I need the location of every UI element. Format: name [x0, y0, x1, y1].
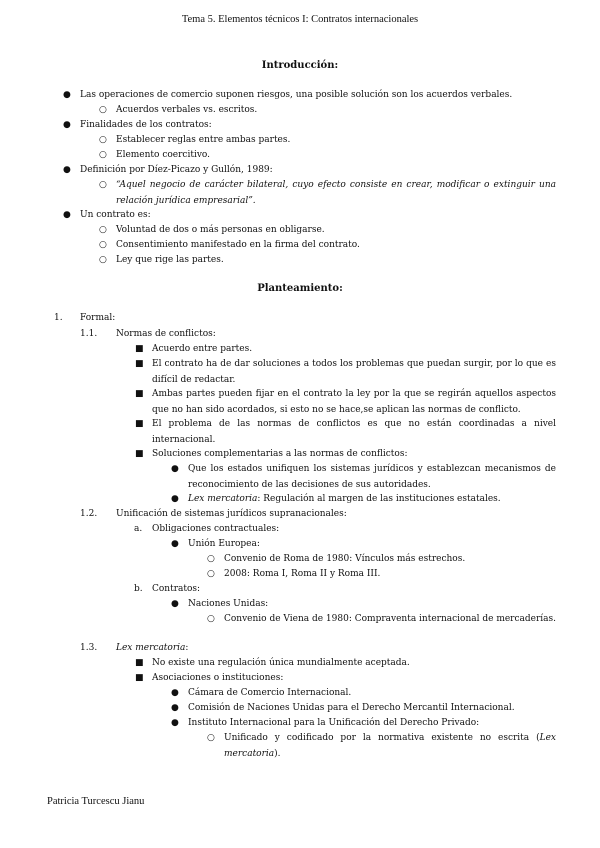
item-1-1-b: El contrato ha de dar soluciones a todos los problemas que puedan surgir, por lo que es difícil de redactar.	[152, 359, 556, 385]
item-1-2-a-1-ii: 2008: Roma I, Roma II y Roma III.	[224, 569, 381, 579]
section-1-2: Unificación de sistemas jurídicos supranacionales:	[116, 509, 347, 519]
item-1-2-b-1: Naciones Unidas:	[188, 599, 269, 609]
bullet-circle-icon: ○	[99, 135, 107, 145]
bullet-circle-icon: ○	[99, 240, 107, 250]
list-number: 1.1.	[80, 329, 98, 339]
bullet-square-icon: ■	[135, 419, 144, 429]
list-number: 1.2.	[80, 509, 98, 519]
bullet-square-icon: ■	[135, 359, 144, 369]
intro-bullet-4a: Voluntad de dos o más personas en obligarse.	[116, 225, 325, 235]
item-1-2-a-1-i: Convenio de Roma de 1980: Vínculos más estrechos.	[224, 554, 466, 564]
bullet-dot-icon: ●	[171, 494, 179, 504]
intro-bullet-4c: Ley que rige las partes.	[116, 255, 224, 265]
intro-bullet-1a: Acuerdos verbales vs. escritos.	[116, 105, 258, 115]
bullet-circle-icon: ○	[207, 569, 215, 579]
bullet-dot-icon: ●	[171, 464, 179, 474]
plan-heading: Planteamiento:	[257, 283, 343, 294]
lex-mercatoria-term: Lex mercatoria	[188, 494, 258, 504]
item-1-1-e-1: Que los estados unifiquen los sistemas jurídicos y establezcan mecanismos de reconocimiento de las decisiones de sus autoridades.	[188, 464, 556, 490]
lex-mercatoria-term: Lex mercatoria	[116, 643, 186, 653]
item-1-1-a: Acuerdo entre partes.	[152, 344, 253, 354]
item-1-3-b-2: Comisión de Naciones Unidas para el Derecho Mercantil Internacional.	[188, 703, 515, 713]
item-1-3-b-3-i-text: Unificado y codificado por la normativa existente no escrita (	[224, 733, 540, 743]
bullet-dot-icon: ●	[171, 539, 179, 549]
intro-heading: Introducción:	[261, 60, 339, 71]
intro-bullet-3: Definición por Díez-Picazo y Gullón, 1989:	[80, 165, 273, 175]
section-1-3	[116, 641, 188, 657]
item-1-1-c: Ambas partes pueden fijar en el contrato la ley por la que se regirán aquellos aspectos que no han sido acordados, si esto no se hace,se aplican las normas de conflicto.	[152, 389, 556, 415]
bullet-circle-icon: ○	[99, 225, 107, 235]
item-1-1-e: Soluciones complementarias a las normas de conflictos:	[152, 449, 408, 459]
bullet-dot-icon: ●	[63, 90, 71, 100]
list-number: 1.	[54, 313, 63, 323]
bullet-circle-icon: ○	[99, 255, 107, 265]
bullet-dot-icon: ●	[63, 165, 71, 175]
section-1-1: Normas de conflictos:	[116, 329, 216, 339]
bullet-circle-icon: ○	[99, 180, 107, 190]
page-footer-author: Patricia Turcescu Jianu	[47, 796, 145, 807]
bullet-circle-icon: ○	[207, 733, 215, 743]
item-1-1-e-2	[188, 492, 501, 508]
bullet-circle-icon: ○	[207, 554, 215, 564]
item-1-1-e-2-text: : Regulación al margen de las instituciones estatales.	[257, 494, 501, 504]
item-1-2-a-1: Unión Europea:	[188, 539, 260, 549]
intro-bullet-1: Las operaciones de comercio suponen riesgos, una posible solución son los acuerdos verbales.	[80, 90, 513, 100]
intro-bullet-4: Un contrato es:	[80, 210, 151, 220]
bullet-square-icon: ■	[135, 344, 144, 354]
list-number: 1.3.	[80, 643, 98, 653]
item-1-2-b-1-i: Convenio de Viena de 1980: Compraventa internacional de mercaderías.	[224, 614, 556, 624]
lex-mercatoria-term: Lex mercatoria	[224, 733, 556, 759]
intro-definition-quote: “Aquel negocio de carácter bilateral, cuyo efecto consiste en crear, modificar o extinguir una relación jurídica empresarial”.	[116, 180, 556, 206]
bullet-dot-icon: ●	[171, 703, 179, 713]
item-1-3-b-3: Instituto Internacional para la Unificación del Derecho Privado:	[188, 718, 480, 728]
bullet-dot-icon: ●	[171, 599, 179, 609]
item-1-3-b-3-i	[224, 731, 556, 762]
bullet-square-icon: ■	[135, 673, 144, 683]
intro-bullet-2a: Establecer reglas entre ambas partes.	[116, 135, 291, 145]
bullet-square-icon: ■	[135, 389, 144, 399]
bullet-dot-icon: ●	[63, 210, 71, 220]
bullet-dot-icon: ●	[171, 688, 179, 698]
bullet-circle-icon: ○	[99, 105, 107, 115]
item-1-3-b-1: Cámara de Comercio Internacional.	[188, 688, 352, 698]
section-formal: Formal:	[80, 313, 116, 323]
bullet-square-icon: ■	[135, 449, 144, 459]
item-1-3-b: Asociaciones o instituciones:	[152, 673, 284, 683]
bullet-circle-icon: ○	[207, 614, 215, 624]
item-1-2-b: Contratos:	[152, 584, 201, 594]
item-1-2-a: Obligaciones contractuales:	[152, 524, 280, 534]
bullet-dot-icon: ●	[63, 120, 71, 130]
page-header: Tema 5. Elementos técnicos I: Contratos internacionales	[181, 14, 419, 25]
item-1-3-b-3-i-end: ).	[274, 748, 281, 759]
bullet-dot-icon: ●	[171, 718, 179, 728]
intro-bullet-2b: Elemento coercitivo.	[116, 150, 211, 160]
list-letter: b.	[134, 584, 143, 594]
intro-bullet-4b: Consentimiento manifestado en la firma del contrato.	[116, 240, 360, 250]
bullet-square-icon: ■	[135, 658, 144, 668]
item-1-1-d: El problema de las normas de conflictos es que no están coordinadas a nivel internacional.	[152, 419, 556, 445]
bullet-circle-icon: ○	[99, 150, 107, 160]
item-1-3-a: No existe una regulación única mundialmente aceptada.	[152, 658, 410, 668]
list-letter: a.	[134, 524, 143, 534]
intro-bullet-2: Finalidades de los contratos:	[80, 120, 212, 130]
section-1-3-colon: :	[185, 643, 189, 653]
